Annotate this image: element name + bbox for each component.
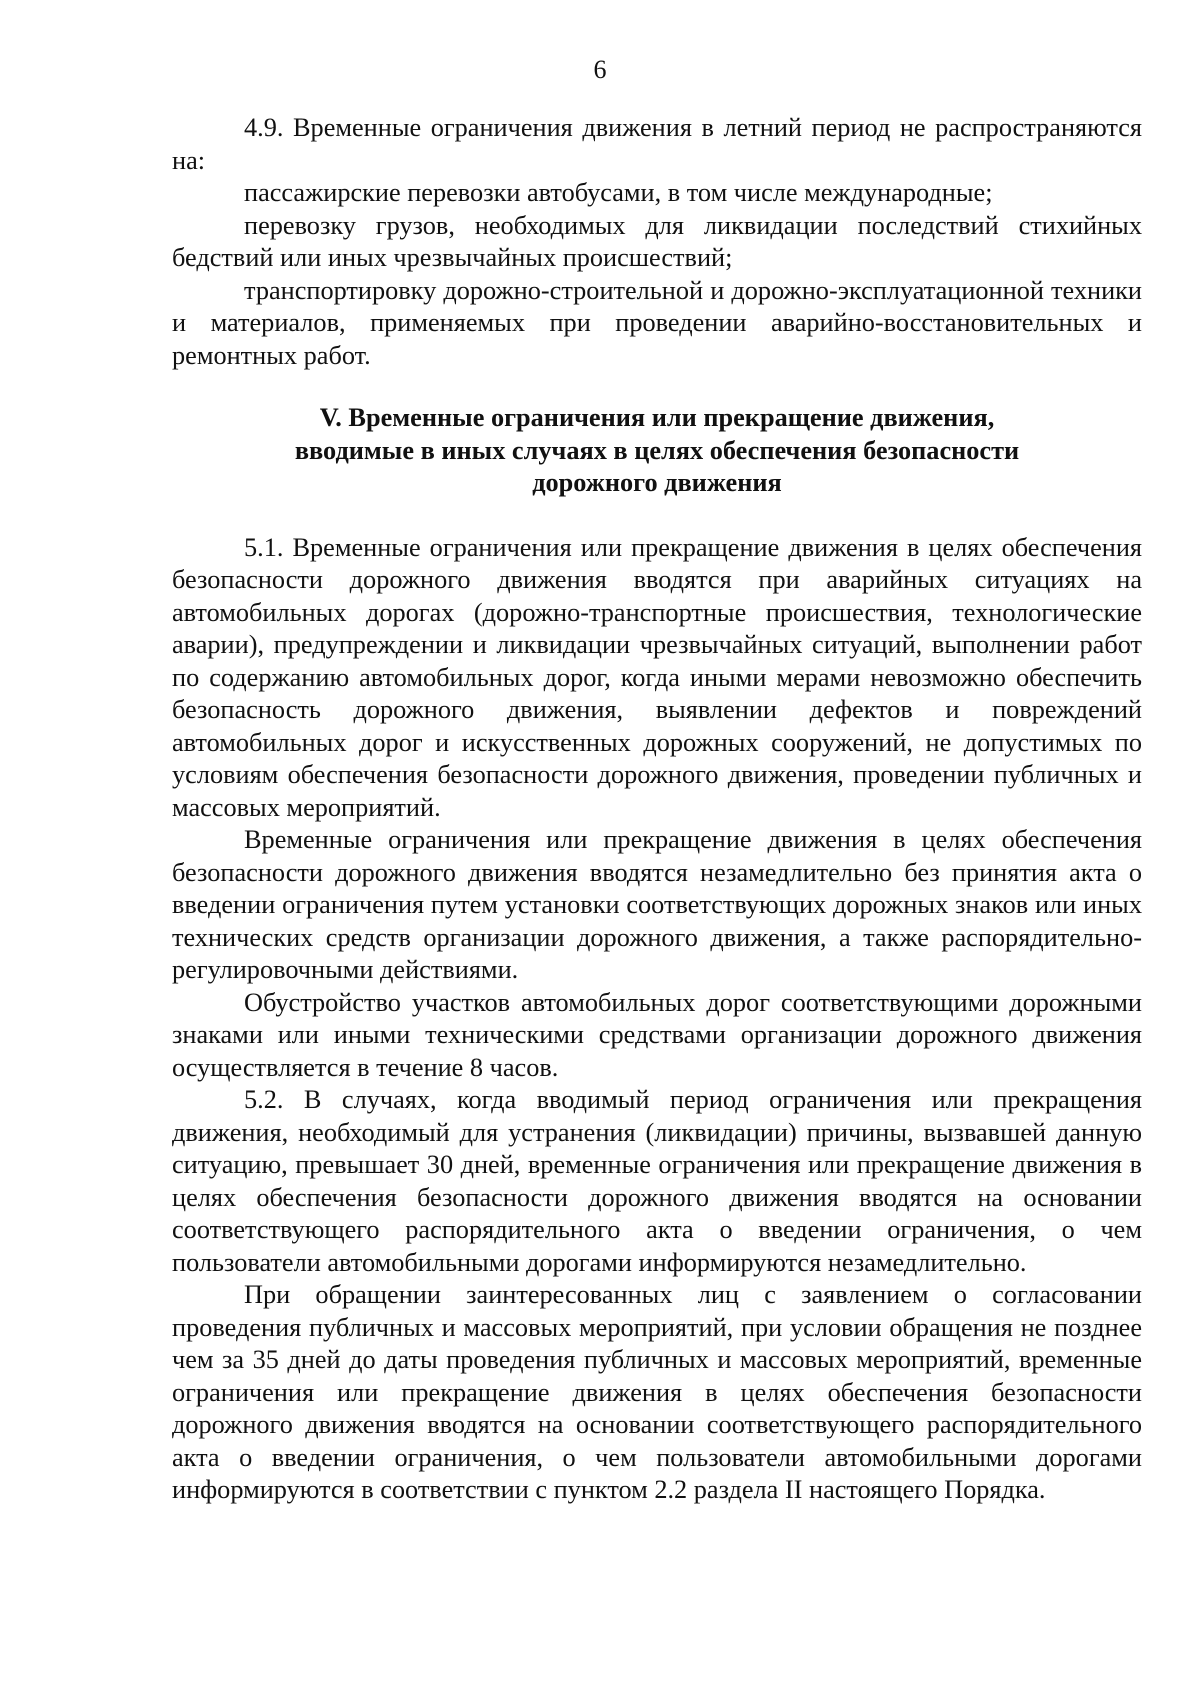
section-heading-line-1: V. Временные ограничения или прекращение движения,	[319, 403, 995, 432]
paragraph-road-equipment: транспортировку дорожно-строительной и дорожно-эксплуатационной техники и материалов, применяемых при проведении аварийно-восстановительных и ремонтных работ.	[172, 275, 1142, 370]
paragraph-cargo-transport: перевозку грузов, необходимых для ликвидации последствий стихийных бедствий или иных чрезвычайных происшествий;	[172, 210, 1142, 272]
section-heading-line-2: вводимые в иных случаях в целях обеспечения безопасности	[294, 435, 1020, 465]
paragraph-5-2: 5.2. В случаях, когда вводимый период ограничения или прекращения движения, необходимый для устранения (ликвидации) причины, вызвавшей данную ситуацию, превышает 30 дней, временные ограничения или прекращение движения в целях обеспечения безопасности дорожного движения вводятся на основании соответствующего распорядительного акта о введении ограничения, о чем пользователи автомобильными дорогами информируются незамедлительно.	[172, 1085, 1142, 1277]
paragraph-immediate-restrictions: Временные ограничения или прекращение движения в целях обеспечения безопасности дорожного движения вводятся незамедлительно без принятия акта о введении ограничения путем установки соответствующих дорожных знаков или иных технических средств организации дорожного движения, а также распорядительно-регулировочными действиями.	[172, 825, 1142, 984]
paragraph-4-9: 4.9. Временные ограничения движения в летний период не распространяются на:	[172, 113, 1142, 175]
document-body	[172, 112, 1142, 1507]
section-heading-line-3: дорожного движения	[532, 468, 782, 497]
page-number: 6	[593, 55, 607, 84]
paragraph-5-1: 5.1. Временные ограничения или прекращение движения в целях обеспечения безопасности дорожного движения вводятся при аварийных ситуациях на автомобильных дорогах (дорожно-транспортные происшествия, технологические аварии), предупреждении и ликвидации чрезвычайных ситуаций, выполнении работ по содержанию автомобильных дорог, когда иными мерами невозможно обеспечить безопасность дорожного движения, выявлении дефектов и повреждений автомобильных дорог и искусственных дорожных сооружений, не допустимых по условиям обеспечения безопасности дорожного движения, проведении публичных и массовых мероприятий.	[172, 532, 1142, 822]
section-heading	[172, 402, 1142, 500]
paragraph-road-signs-setup: Обустройство участков автомобильных дорог соответствующими дорожными знаками или иными техническими средствами организации дорожного движения осуществляется в течение 8 часов.	[172, 987, 1142, 1082]
paragraph-public-events: При обращении заинтересованных лиц с заявлением о согласовании проведения публичных и массовых мероприятий, при условии обращения не позднее чем за 35 дней до даты проведения публичных и массовых мероприятий, временные ограничения или прекращение движения в целях обеспечения безопасности дорожного движения вводятся на основании соответствующего распорядительного акта о введении ограничения, о чем пользователи автомобильными дорогами информируются в соответствии с пунктом 2.2 раздела II настоящего Порядка.	[172, 1280, 1142, 1504]
paragraph-bus-transport: пассажирские перевозки автобусами, в том числе международные;	[244, 178, 993, 207]
